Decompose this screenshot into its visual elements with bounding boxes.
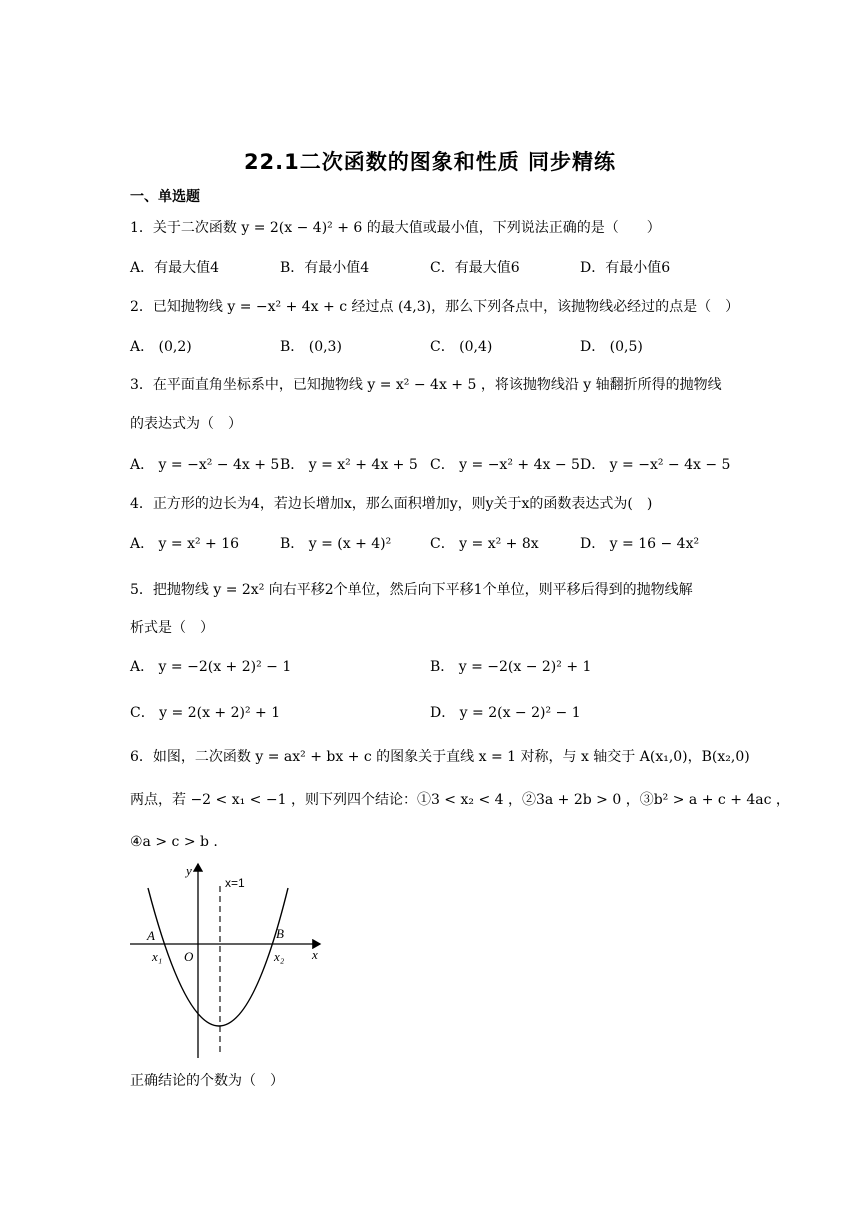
question-5-option-a: A． y = −2(x + 2)² − 1	[130, 659, 292, 675]
question-6-prompt: 正确结论的个数为（ ）	[130, 1073, 284, 1089]
question-2-option-b: B． (0,3)	[280, 339, 342, 355]
point-b-label: B	[276, 926, 284, 941]
question-5-option-d: D． y = 2(x − 2)² − 1	[430, 705, 581, 721]
question-3-stem-line-2: 的表达式为（ ）	[130, 416, 242, 432]
origin-label: O	[184, 949, 194, 964]
question-5-option-b: B． y = −2(x − 2)² + 1	[430, 659, 592, 675]
question-5-stem-line-2: 析式是（ ）	[130, 620, 214, 636]
x-axis-label: x	[312, 947, 318, 962]
question-4-option-b: B． y = (x + 4)²	[280, 536, 392, 552]
question-3-stem-line-1: 3．在平面直角坐标系中，已知抛物线 y = x² − 4x + 5 ，将该抛物线沿 y 轴翻折所得的抛物线	[130, 377, 722, 393]
page-title: 22.1二次函数的图象和性质 同步精练	[243, 150, 617, 174]
question-4-stem: 4．正方形的边长为4，若边长增加x，那么面积增加y，则y关于x的函数表达式为( )	[130, 496, 653, 512]
question-4-option-a: A． y = x² + 16	[130, 536, 240, 552]
parabola-figure	[128, 858, 338, 1063]
question-2-stem: 2．已知抛物线 y = −x² + 4x + c 经过点 (4,3)，那么下列各点中，该抛物线必经过的点是（ ）	[130, 299, 740, 315]
question-6-stem-line-3: ④a > c > b .	[130, 834, 218, 850]
section-heading: 一、单选题	[130, 189, 200, 205]
question-1-option-a: A．有最大值4	[130, 260, 220, 276]
question-1-option-b: B．有最小值4	[280, 260, 370, 276]
x1-label: x₁	[152, 949, 163, 964]
question-2-option-d: D． (0,5)	[580, 339, 643, 355]
question-6-stem-line-1: 6．如图，二次函数 y = ax² + bx + c 的图象关于直线 x = 1 对称，与 x 轴交于 A(x₁,0)，B(x₂,0)	[130, 749, 750, 765]
y-axis-label: y	[186, 863, 192, 878]
x2-label: x₂	[274, 949, 285, 964]
question-4-option-d: D． y = 16 − 4x²	[580, 536, 700, 552]
point-a-label: A	[147, 928, 155, 943]
question-5-option-c: C． y = 2(x + 2)² + 1	[130, 705, 281, 721]
question-1-stem: 1．关于二次函数 y = 2(x − 4)² + 6 的最大值或最小值，下列说法正确的是（ ）	[130, 220, 661, 236]
question-3-option-d: D． y = −x² − 4x − 5	[580, 457, 731, 473]
question-1-option-d: D．有最小值6	[580, 260, 671, 276]
question-1-option-c: C．有最大值6	[430, 260, 520, 276]
question-3-option-b: B． y = x² + 4x + 5	[280, 457, 418, 473]
question-6-stem-line-2: 两点，若 −2 < x₁ < −1 ，则下列四个结论：①3 < x₂ < 4 ，②3a + 2b > 0 ，③b² > a + c + 4ac ，	[130, 792, 790, 808]
question-2-option-a: A． (0,2)	[130, 339, 192, 355]
question-5-stem-line-1: 5．把抛物线 y = 2x² 向右平移2个单位，然后向下平移1个单位，则平移后得到的抛物线解	[130, 582, 693, 598]
question-3-option-a: A． y = −x² − 4x + 5	[130, 457, 280, 473]
question-3-option-c: C． y = −x² + 4x − 5	[430, 457, 580, 473]
symmetry-line-label: x=1	[225, 876, 245, 890]
question-2-option-c: C． (0,4)	[430, 339, 493, 355]
parabola-curve	[148, 888, 288, 1026]
question-4-option-c: C． y = x² + 8x	[430, 536, 539, 552]
